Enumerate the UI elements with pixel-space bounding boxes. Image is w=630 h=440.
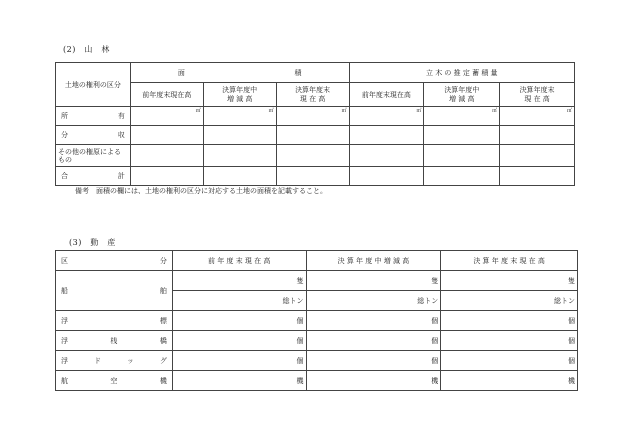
area-prev-cell xyxy=(130,126,203,145)
timber-col-prev: 前年度末現在高 xyxy=(349,83,424,107)
label-char: 計 xyxy=(117,172,125,180)
area-current-cell: ㎡ xyxy=(276,107,349,126)
label-char: 舶 xyxy=(159,286,167,295)
row-label xyxy=(56,351,173,371)
movable-col-change: 決 算 年 度 中 増 減 高 xyxy=(306,251,441,271)
timber-prev-cell: ㎥ xyxy=(349,107,424,126)
timber-current-cell xyxy=(500,145,575,167)
forest-row-header: 土地の権利の区分 xyxy=(56,63,131,107)
area-change-cell xyxy=(203,145,276,167)
timber-col-current-line2: 現 在 高 xyxy=(524,94,550,103)
timber-prev-cell xyxy=(349,167,424,186)
forest-note: 備考 面積の欄には、土地の権利の区分に対応する土地の面積を記載すること。 xyxy=(75,187,327,195)
movable-row-ship xyxy=(56,271,578,291)
label-char: 分 xyxy=(61,131,68,139)
buoy-prev-cell: 個 xyxy=(172,311,306,331)
timber-group-header: 立 木 の 推 定 蓄 積 量 xyxy=(349,63,574,83)
dock-prev-cell: 個 xyxy=(172,351,306,371)
row-label xyxy=(56,331,173,351)
area-prev-cell: ㎡ xyxy=(130,107,203,126)
label-char: 合 xyxy=(61,172,68,180)
movable-col-current: 決 算 年 度 末 現 在 高 xyxy=(441,251,578,271)
timber-col-change xyxy=(424,83,500,107)
movable-category-header xyxy=(56,251,173,271)
aircraft-change-cell: 機 xyxy=(306,371,441,391)
area-col-current-line2: 現 在 高 xyxy=(299,94,326,103)
movable-col-prev: 前 年 度 末 現 在 高 xyxy=(172,251,306,271)
timber-col-current-line1: 決算年度末 xyxy=(519,85,555,94)
movable-table xyxy=(55,250,578,391)
ship-prev-tonnage-cell: 総トン xyxy=(172,291,306,311)
timber-col-change-line2: 増 減 高 xyxy=(449,94,475,103)
area-col-change-line2: 増 減 高 xyxy=(226,94,253,103)
ship-current-tonnage-cell: 総トン xyxy=(441,291,578,311)
area-prev-cell xyxy=(130,167,203,186)
dock-current-cell: 個 xyxy=(441,351,578,371)
label-char: 桟 xyxy=(110,336,118,345)
label-char: 浮 xyxy=(61,316,68,325)
row-label xyxy=(56,311,173,331)
ship-current-count-cell: 隻 xyxy=(441,271,578,291)
forest-row-label xyxy=(56,167,131,186)
label-char: 収 xyxy=(117,131,125,139)
timber-current-cell xyxy=(500,126,575,145)
aircraft-current-cell: 機 xyxy=(441,371,578,391)
forest-row-label: その他の権原によるもの xyxy=(56,145,131,167)
timber-col-current xyxy=(500,83,575,107)
ship-change-tonnage-cell: 総トン xyxy=(306,291,441,311)
movable-row-buoy xyxy=(56,311,578,331)
timber-change-cell xyxy=(424,126,500,145)
area-col-current xyxy=(276,83,349,107)
timber-current-cell: ㎥ xyxy=(500,107,575,126)
area-current-cell xyxy=(276,167,349,186)
pier-change-cell: 個 xyxy=(306,331,441,351)
label-char: 有 xyxy=(117,112,125,120)
area-group-header xyxy=(130,63,349,83)
timber-col-change-line1: 決算年度中 xyxy=(444,85,480,94)
aircraft-prev-cell: 機 xyxy=(172,371,306,391)
movable-row-aircraft xyxy=(56,371,578,391)
area-col-change-line1: 決算年度中 xyxy=(222,85,258,94)
forest-table xyxy=(55,62,575,186)
forest-section-title: (2) 山 林 xyxy=(63,45,110,54)
label-char: 航 xyxy=(61,376,68,385)
row-label xyxy=(56,371,173,391)
forest-row-other xyxy=(56,145,575,167)
forest-row-total xyxy=(56,167,575,186)
area-change-cell xyxy=(203,126,276,145)
label-char: 浮 xyxy=(61,336,68,345)
label-char: 橋 xyxy=(159,336,167,345)
pier-prev-cell: 個 xyxy=(172,331,306,351)
movable-row-floating-pier xyxy=(56,331,578,351)
area-col-prev: 前年度末現在高 xyxy=(130,83,203,107)
header-char: 分 xyxy=(159,256,167,265)
area-change-cell xyxy=(203,167,276,186)
pier-current-cell: 個 xyxy=(441,331,578,351)
area-col-current-line1: 決算年度末 xyxy=(295,85,331,94)
movable-row-floating-dock xyxy=(56,351,578,371)
ship-label xyxy=(56,271,173,311)
area-header-char-2: 積 xyxy=(294,68,302,77)
label-char: 標 xyxy=(159,316,167,325)
label-char: ド xyxy=(93,356,101,365)
label-char: ッ xyxy=(126,356,134,365)
label-char: 空 xyxy=(110,376,118,385)
label-char: 所 xyxy=(61,112,68,120)
timber-prev-cell xyxy=(349,145,424,167)
forest-row-label xyxy=(56,126,131,145)
ship-prev-count-cell: 隻 xyxy=(172,271,306,291)
label-char: 浮 xyxy=(61,356,68,365)
label-char: 船 xyxy=(61,286,68,295)
header-char: 区 xyxy=(61,256,68,265)
area-current-cell xyxy=(276,126,349,145)
timber-prev-cell xyxy=(349,126,424,145)
timber-change-cell xyxy=(424,145,500,167)
timber-current-cell xyxy=(500,167,575,186)
area-prev-cell xyxy=(130,145,203,167)
movable-section-title: (3) 動 産 xyxy=(69,238,116,247)
dock-change-cell: 個 xyxy=(306,351,441,371)
timber-change-cell: ㎥ xyxy=(424,107,500,126)
area-header-char-1: 面 xyxy=(177,68,185,77)
buoy-change-cell: 個 xyxy=(306,311,441,331)
area-current-cell xyxy=(276,145,349,167)
forest-row-shared xyxy=(56,126,575,145)
label-char: 機 xyxy=(159,376,167,385)
buoy-current-cell: 個 xyxy=(441,311,578,331)
forest-row-label xyxy=(56,107,131,126)
area-change-cell: ㎡ xyxy=(203,107,276,126)
area-col-change xyxy=(203,83,276,107)
forest-row-owned xyxy=(56,107,575,126)
label-char: グ xyxy=(159,356,167,365)
timber-change-cell xyxy=(424,167,500,186)
ship-change-count-cell: 隻 xyxy=(306,271,441,291)
